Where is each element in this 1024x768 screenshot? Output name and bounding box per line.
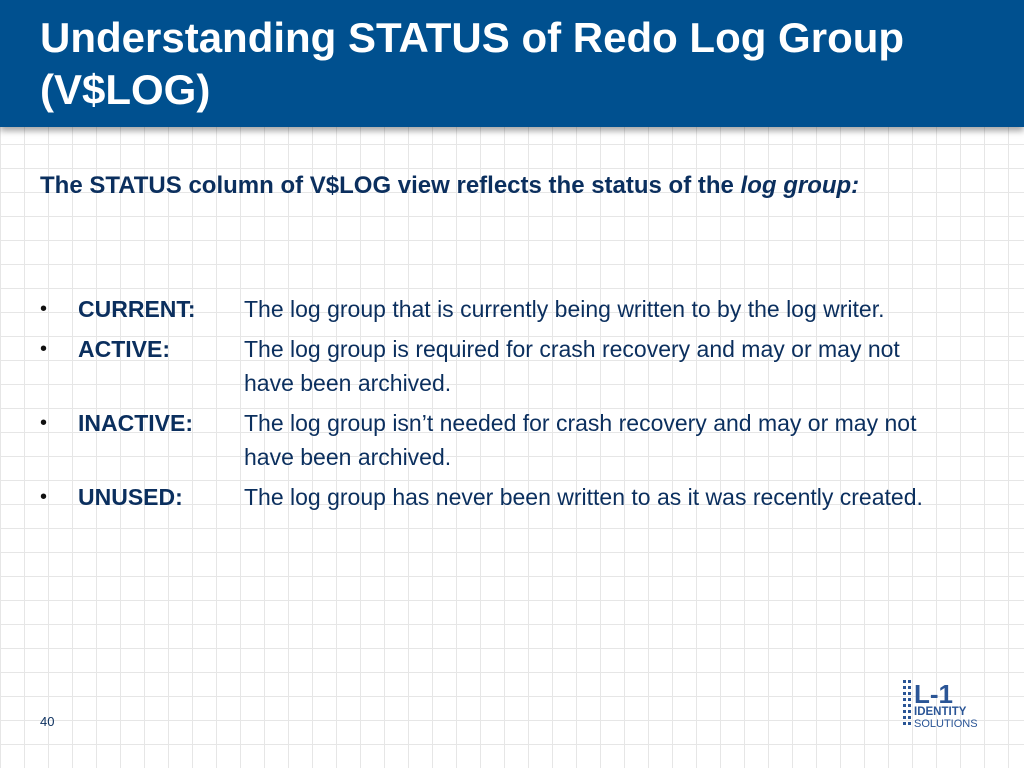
- status-description: The log group isn’t needed for crash recovery and may or may not have been archived.: [244, 410, 917, 470]
- slide-title: Understanding STATUS of Redo Log Group (V$LOG): [40, 14, 905, 113]
- status-description: The log group has never been written to as it was recently created.: [244, 484, 923, 510]
- bullet: •: [40, 486, 48, 508]
- status-item-unused: [40, 480, 960, 514]
- status-description: The log group that is currently being written to by the log writer.: [244, 296, 885, 322]
- status-item-inactive: [40, 406, 960, 474]
- intro-paragraph: [40, 168, 978, 204]
- logo-line-1: IDENTITY: [914, 706, 967, 718]
- status-item-active: [40, 332, 960, 400]
- status-list: [40, 292, 960, 520]
- status-term: CURRENT:: [78, 296, 196, 322]
- status-term: UNUSED:: [78, 484, 183, 510]
- status-description: The log group is required for crash recovery and may or may not have been archived.: [244, 336, 900, 396]
- company-logo: [902, 678, 998, 732]
- page-number: 40: [40, 714, 55, 729]
- status-term: ACTIVE:: [78, 336, 170, 362]
- bullet: •: [40, 338, 48, 360]
- bullet: •: [40, 298, 48, 320]
- status-item-current: [40, 292, 960, 326]
- intro-emphasis: log group:: [740, 172, 860, 199]
- logo-line-2: SOLUTIONS: [914, 718, 978, 730]
- title-bar: [0, 0, 1024, 127]
- bullet: •: [40, 412, 48, 434]
- intro-text: The STATUS column of V$LOG view reflects the status of the: [40, 172, 741, 199]
- dot-grid-icon: [903, 680, 911, 725]
- status-term: INACTIVE:: [78, 410, 193, 436]
- logo-mark: L-1: [914, 679, 953, 709]
